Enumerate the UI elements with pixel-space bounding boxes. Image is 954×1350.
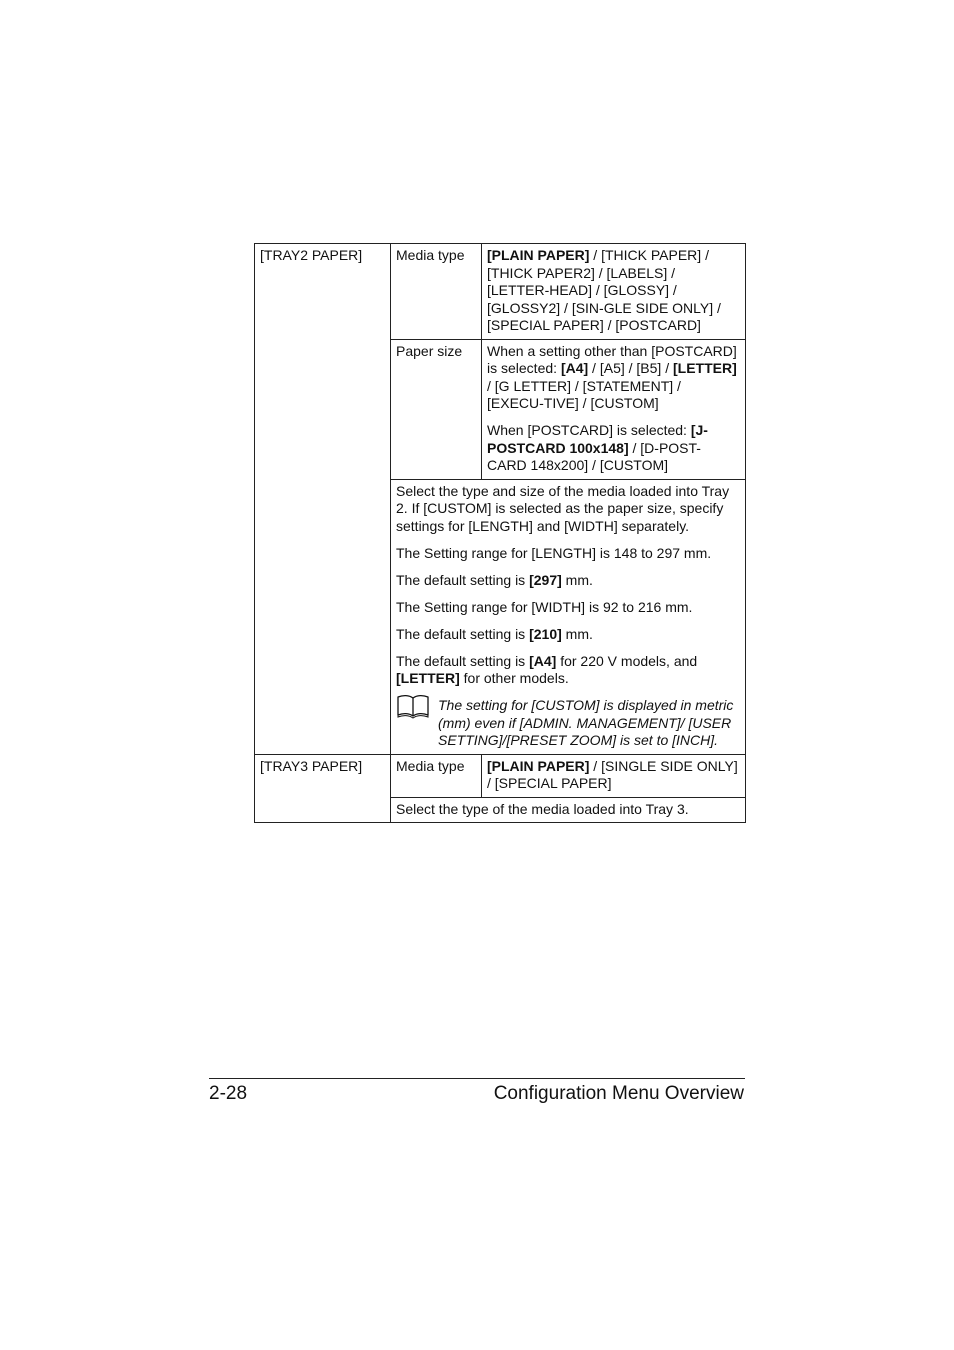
text: / [A5] / [B5] /	[588, 360, 673, 376]
text: / [D-POST-CARD 148x200] / [CUSTOM]	[487, 439, 701, 473]
text: for other models.	[459, 670, 569, 686]
section-title: Configuration Menu Overview	[493, 1083, 744, 1104]
text: The default setting is	[396, 571, 530, 588]
table-row	[255, 244, 746, 340]
tray2-paper-size-value	[482, 339, 746, 479]
note	[396, 697, 740, 750]
description-paragraph	[396, 572, 740, 590]
description-paragraph: The Setting range for [WIDTH] is 92 to 216 mm.	[396, 598, 693, 615]
default-value: [210]	[529, 625, 562, 642]
tray3-description: Select the type of the media loaded into Tray 3.	[391, 797, 746, 823]
tray2-paper-label: [TRAY2 PAPER]	[255, 244, 391, 755]
tray2-media-type-label: Media type	[391, 244, 482, 340]
tray2-description	[391, 479, 746, 754]
footer-divider	[209, 1078, 745, 1079]
default-value: [J-POSTCARD 100x148]	[487, 422, 708, 456]
config-table	[254, 243, 746, 823]
text: for 220 V models, and	[556, 652, 698, 669]
tray3-media-type-value	[482, 754, 746, 797]
text: mm.	[561, 571, 593, 588]
default-value: [LETTER]	[673, 360, 737, 376]
text: / [G LETTER] / [STATEMENT] / [EXECU-TIVE] / [CUSTOM]	[487, 377, 681, 411]
default-value: [PLAIN PAPER]	[487, 757, 590, 774]
default-value: [297]	[529, 571, 562, 588]
tray2-media-type-value	[482, 244, 746, 340]
paper-size-paragraph	[487, 422, 740, 475]
tray3-paper-label: [TRAY3 PAPER]	[255, 754, 391, 823]
text: mm.	[561, 625, 593, 642]
note-text: The setting for [CUSTOM] is displayed in metric (mm) even if [ADMIN. MANAGEMENT]/ [USER SETTING]/[PRESET ZOOM] is set to [INCH].	[438, 697, 734, 748]
page-number: 2-28	[209, 1083, 248, 1104]
tray2-paper-size-label: Paper size	[391, 339, 482, 479]
description-paragraph	[396, 653, 740, 688]
table-row	[255, 754, 746, 797]
text: When a setting other than [POSTCARD] is selected:	[487, 342, 737, 376]
text: The default setting is	[396, 625, 530, 642]
text: The default setting is	[396, 652, 530, 669]
text: When [POSTCARD] is selected:	[487, 422, 691, 438]
description-paragraph: The Setting range for [LENGTH] is 148 to 297 mm.	[396, 544, 712, 561]
paper-size-paragraph	[487, 343, 740, 413]
default-value: [A4]	[529, 652, 557, 669]
default-value: [LETTER]	[396, 670, 460, 686]
option-list: / [SINGLE SIDE ONLY] / [SPECIAL PAPER]	[487, 757, 738, 791]
default-value: [A4]	[560, 360, 589, 376]
tray3-media-type-label: Media type	[391, 754, 482, 797]
default-value: [PLAIN PAPER]	[487, 247, 590, 263]
book-note-icon	[396, 693, 430, 719]
description-paragraph	[396, 626, 740, 644]
description-paragraph: Select the type and size of the media loaded into Tray 2. If [CUSTOM] is selected as the paper size, specify settings for [LENGTH] and [WIDTH] separately.	[396, 482, 730, 534]
option-list: / [THICK PAPER] / [THICK PAPER2] / [LABELS] / [LETTER-HEAD] / [GLOSSY] / [GLOSSY2] / [SIN-GLE SIDE ONLY] / [SPECIAL PAPER] / [POSTCARD]	[487, 247, 721, 333]
